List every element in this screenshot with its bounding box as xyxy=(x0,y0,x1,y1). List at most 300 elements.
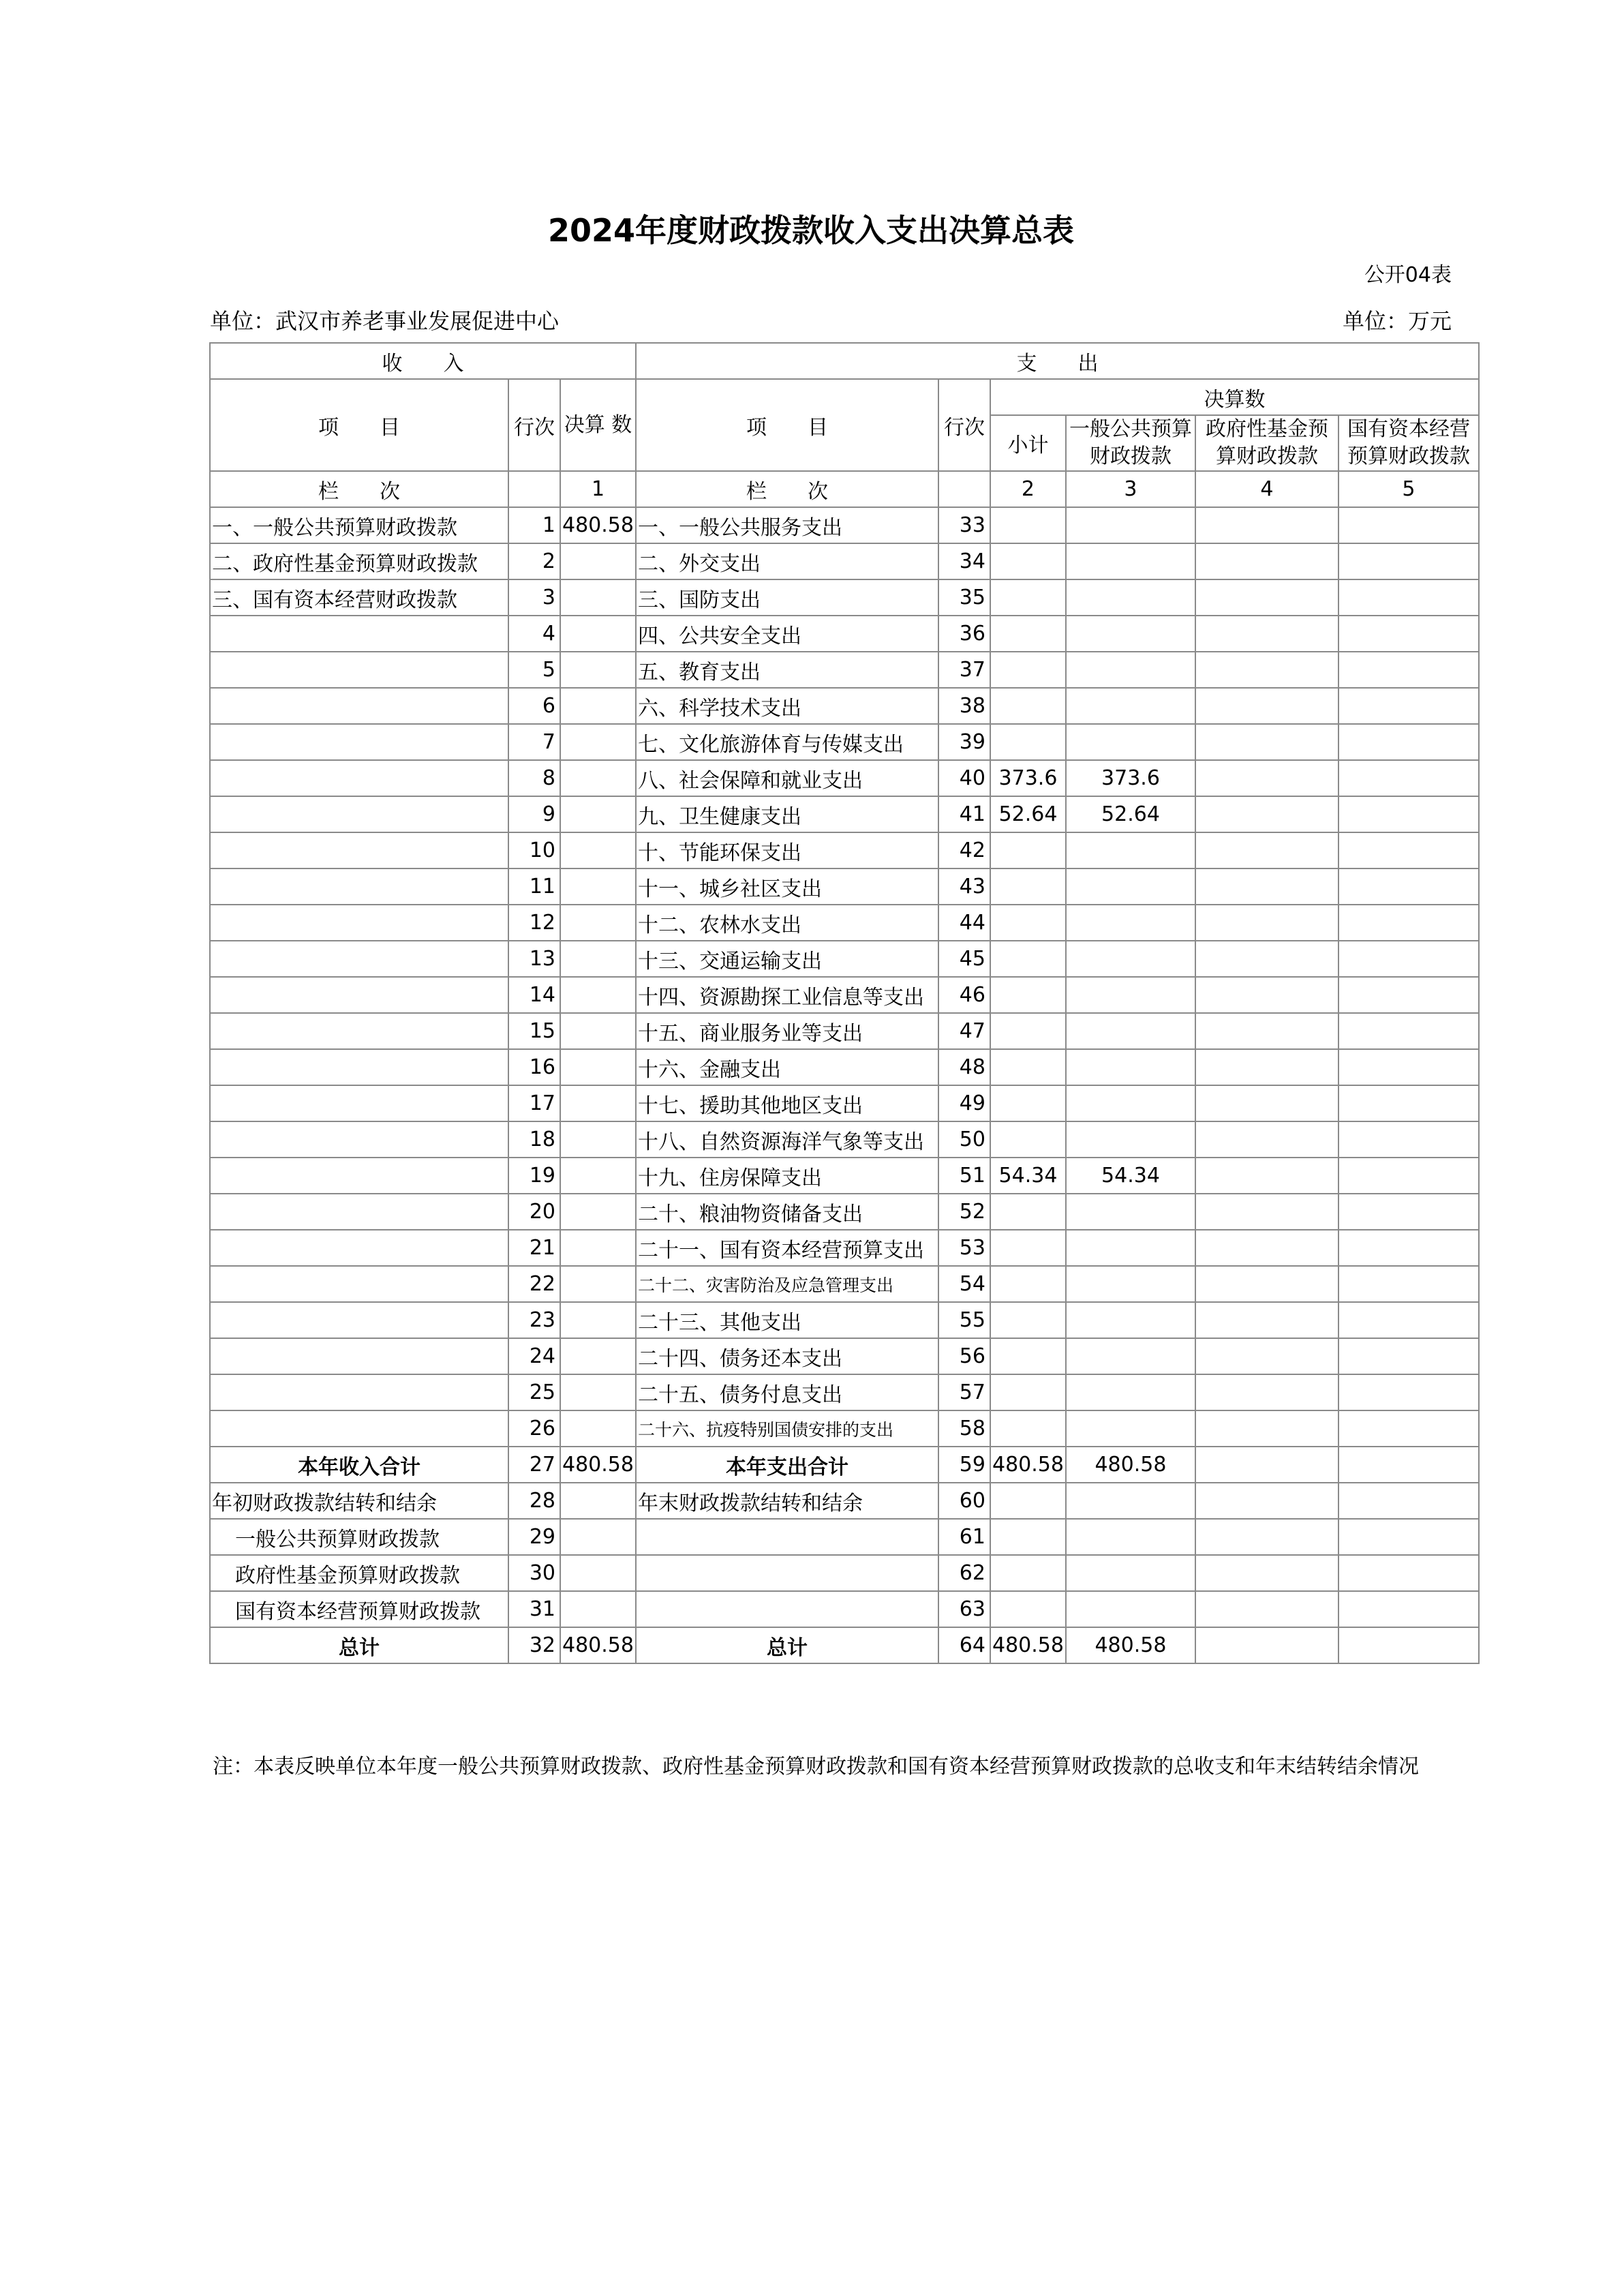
expense-item-cell: 十、节能环保支出 xyxy=(636,832,938,868)
expense-amount-header: 决算数 xyxy=(990,379,1479,415)
expense-line-cell: 48 xyxy=(938,1049,990,1085)
expense-item-cell: 四、公共安全支出 xyxy=(636,616,938,652)
general-budget-cell: 54.34 xyxy=(1066,1158,1195,1194)
income-item-cell xyxy=(210,1266,508,1302)
state-capital-cell xyxy=(1338,1483,1479,1519)
expense-item-cell xyxy=(636,1555,938,1591)
state-capital-cell xyxy=(1338,507,1479,543)
income-amount-cell: 480.58 xyxy=(560,507,636,543)
table-row xyxy=(210,832,1479,868)
expense-item-cell: 十七、援助其他地区支出 xyxy=(636,1085,938,1121)
state-capital-cell xyxy=(1338,688,1479,724)
income-amount-cell xyxy=(560,1483,636,1519)
income-item-cell: 政府性基金预算财政拨款 xyxy=(210,1555,508,1591)
income-line-cell: 7 xyxy=(508,724,560,760)
expense-line-cell: 42 xyxy=(938,832,990,868)
general-budget-cell xyxy=(1066,905,1195,941)
gov-fund-cell xyxy=(1195,868,1338,905)
expense-item-cell: 十九、住房保障支出 xyxy=(636,1158,938,1194)
gov-fund-cell xyxy=(1195,1627,1338,1663)
expense-line-cell: 44 xyxy=(938,905,990,941)
income-amount-cell xyxy=(560,724,636,760)
gov-fund-cell xyxy=(1195,1085,1338,1121)
income-amount-cell xyxy=(560,796,636,832)
income-amount-header: 决算 数 xyxy=(560,379,636,471)
general-budget-cell xyxy=(1066,724,1195,760)
subtotal-cell xyxy=(990,977,1066,1013)
state-capital-cell xyxy=(1338,868,1479,905)
general-budget-cell xyxy=(1066,688,1195,724)
expense-item-cell xyxy=(636,1591,938,1627)
expense-item-cell: 十二、农林水支出 xyxy=(636,905,938,941)
gov-fund-cell xyxy=(1195,1483,1338,1519)
subtotal-cell xyxy=(990,1049,1066,1085)
subtotal-cell xyxy=(990,688,1066,724)
income-line-cell: 15 xyxy=(508,1013,560,1049)
expense-item-cell: 十六、金融支出 xyxy=(636,1049,938,1085)
income-amount-cell xyxy=(560,977,636,1013)
expense-line-cell: 57 xyxy=(938,1374,990,1410)
gov-fund-cell xyxy=(1195,796,1338,832)
income-amount-cell xyxy=(560,1230,636,1266)
table-row xyxy=(210,796,1479,832)
expense-item-cell: 二十、粮油物资储备支出 xyxy=(636,1194,938,1230)
gov-fund-cell xyxy=(1195,1338,1338,1374)
income-line-cell: 32 xyxy=(508,1627,560,1663)
expense-item-cell: 总计 xyxy=(636,1627,938,1663)
footnote: 注：本表反映单位本年度一般公共预算财政拨款、政府性基金预算财政拨款和国有资本经营预算财政拨款的总收支和年末结转结余情况 xyxy=(213,1755,1419,1779)
income-line-cell: 21 xyxy=(508,1230,560,1266)
income-item-cell xyxy=(210,796,508,832)
income-item-cell xyxy=(210,1338,508,1374)
table-row xyxy=(210,1085,1479,1121)
expense-line-cell: 34 xyxy=(938,543,990,579)
income-item-cell xyxy=(210,1121,508,1158)
income-item-cell: 国有资本经营预算财政拨款 xyxy=(210,1591,508,1627)
state-capital-cell xyxy=(1338,977,1479,1013)
expense-item-cell: 十四、资源勘探工业信息等支出 xyxy=(636,977,938,1013)
income-item-cell xyxy=(210,1302,508,1338)
gov-fund-cell xyxy=(1195,1447,1338,1483)
expense-line-cell: 45 xyxy=(938,941,990,977)
income-item-cell xyxy=(210,616,508,652)
state-capital-cell xyxy=(1338,1230,1479,1266)
subtotal-cell xyxy=(990,579,1066,616)
gov-fund-cell xyxy=(1195,1158,1338,1194)
table-row xyxy=(210,1627,1479,1663)
table-row xyxy=(210,1194,1479,1230)
income-line-cell: 3 xyxy=(508,579,560,616)
income-item-cell xyxy=(210,868,508,905)
expense-item-cell: 五、教育支出 xyxy=(636,652,938,688)
income-line-cell: 22 xyxy=(508,1266,560,1302)
state-capital-cell xyxy=(1338,1410,1479,1447)
general-budget-cell xyxy=(1066,1085,1195,1121)
general-budget-cell xyxy=(1066,1121,1195,1158)
state-capital-cell xyxy=(1338,1121,1479,1158)
income-item-cell xyxy=(210,1013,508,1049)
income-item-cell xyxy=(210,941,508,977)
income-item-header: 项 目 xyxy=(210,379,508,471)
income-line-cell: 17 xyxy=(508,1085,560,1121)
income-col-1: 1 xyxy=(560,471,636,507)
table-row xyxy=(210,868,1479,905)
expense-col-2: 2 xyxy=(990,471,1066,507)
income-amount-cell xyxy=(560,1049,636,1085)
gov-fund-cell xyxy=(1195,832,1338,868)
gov-fund-cell xyxy=(1195,941,1338,977)
income-line-cell: 10 xyxy=(508,832,560,868)
expense-line-cell: 58 xyxy=(938,1410,990,1447)
general-budget-cell xyxy=(1066,1374,1195,1410)
subtotal-cell: 52.64 xyxy=(990,796,1066,832)
income-item-cell xyxy=(210,724,508,760)
state-capital-cell xyxy=(1338,941,1479,977)
income-line-cell: 26 xyxy=(508,1410,560,1447)
income-amount-cell xyxy=(560,1410,636,1447)
income-item-cell xyxy=(210,905,508,941)
state-capital-cell xyxy=(1338,1374,1479,1410)
income-amount-cell xyxy=(560,1591,636,1627)
general-budget-cell xyxy=(1066,1302,1195,1338)
income-header: 收 入 xyxy=(210,343,636,379)
expense-line-cell: 59 xyxy=(938,1447,990,1483)
income-amount-cell xyxy=(560,652,636,688)
page-title: 2024年度财政拨款收入支出决算总表 xyxy=(547,212,1075,249)
table-row xyxy=(210,507,1479,543)
table-row xyxy=(210,1447,1479,1483)
expense-line-cell: 40 xyxy=(938,760,990,796)
income-amount-cell xyxy=(560,1519,636,1555)
income-line-cell: 19 xyxy=(508,1158,560,1194)
income-amount-cell xyxy=(560,616,636,652)
income-item-cell xyxy=(210,760,508,796)
income-line-cell: 14 xyxy=(508,977,560,1013)
expense-line-col-no xyxy=(938,471,990,507)
income-amount-cell xyxy=(560,1013,636,1049)
gov-fund-cell xyxy=(1195,1266,1338,1302)
income-item-cell: 总计 xyxy=(210,1627,508,1663)
subtotal-cell xyxy=(990,868,1066,905)
income-line-cell: 30 xyxy=(508,1555,560,1591)
subtotal-cell xyxy=(990,1483,1066,1519)
expense-item-cell xyxy=(636,1519,938,1555)
subtotal-cell xyxy=(990,905,1066,941)
income-item-cell: 一、一般公共预算财政拨款 xyxy=(210,507,508,543)
subtotal-cell: 480.58 xyxy=(990,1627,1066,1663)
income-item-cell xyxy=(210,832,508,868)
income-amount-cell xyxy=(560,1085,636,1121)
income-line-cell: 23 xyxy=(508,1302,560,1338)
expense-item-cell: 二十六、抗疫特别国债安排的支出 xyxy=(636,1410,938,1447)
subtotal-cell xyxy=(990,1085,1066,1121)
general-budget-cell xyxy=(1066,1049,1195,1085)
expense-line-cell: 38 xyxy=(938,688,990,724)
table-row xyxy=(210,1302,1479,1338)
table-row xyxy=(210,1555,1479,1591)
table-row xyxy=(210,1158,1479,1194)
gov-fund-cell xyxy=(1195,1519,1338,1555)
gov-fund-cell xyxy=(1195,507,1338,543)
gov-fund-cell xyxy=(1195,977,1338,1013)
subtotal-cell xyxy=(990,1555,1066,1591)
expense-line-cell: 61 xyxy=(938,1519,990,1555)
expense-line-cell: 46 xyxy=(938,977,990,1013)
expense-line-cell: 56 xyxy=(938,1338,990,1374)
income-line-cell: 9 xyxy=(508,796,560,832)
income-line-col-no xyxy=(508,471,560,507)
gov-fund-cell xyxy=(1195,616,1338,652)
subtotal-cell xyxy=(990,1410,1066,1447)
income-item-cell: 二、政府性基金预算财政拨款 xyxy=(210,543,508,579)
income-line-cell: 25 xyxy=(508,1374,560,1410)
table-row xyxy=(210,652,1479,688)
expense-line-cell: 51 xyxy=(938,1158,990,1194)
expense-item-cell: 九、卫生健康支出 xyxy=(636,796,938,832)
expense-line-cell: 33 xyxy=(938,507,990,543)
income-item-cell xyxy=(210,1410,508,1447)
gov-fund-cell xyxy=(1195,1374,1338,1410)
state-capital-cell xyxy=(1338,579,1479,616)
gov-fund-cell xyxy=(1195,543,1338,579)
expense-line-cell: 52 xyxy=(938,1194,990,1230)
expense-line-cell: 62 xyxy=(938,1555,990,1591)
gov-fund-cell xyxy=(1195,652,1338,688)
state-capital-cell xyxy=(1338,616,1479,652)
expense-item-cell: 本年支出合计 xyxy=(636,1447,938,1483)
table-row xyxy=(210,905,1479,941)
gov-fund-cell xyxy=(1195,688,1338,724)
general-budget-cell xyxy=(1066,616,1195,652)
table-row xyxy=(210,1483,1479,1519)
expense-col-3: 3 xyxy=(1066,471,1195,507)
income-item-cell xyxy=(210,1374,508,1410)
subtotal-cell xyxy=(990,1194,1066,1230)
table-row xyxy=(210,1049,1479,1085)
income-item-cell xyxy=(210,1194,508,1230)
income-line-cell: 31 xyxy=(508,1591,560,1627)
expense-line-header: 行次 xyxy=(938,379,990,471)
subtotal-cell xyxy=(990,1519,1066,1555)
general-budget-cell xyxy=(1066,543,1195,579)
general-budget-cell xyxy=(1066,1266,1195,1302)
income-item-cell xyxy=(210,1049,508,1085)
subtotal-cell: 480.58 xyxy=(990,1447,1066,1483)
expense-line-cell: 36 xyxy=(938,616,990,652)
state-capital-cell xyxy=(1338,1627,1479,1663)
income-line-cell: 4 xyxy=(508,616,560,652)
subtotal-cell xyxy=(990,1338,1066,1374)
income-item-cell: 一般公共预算财政拨款 xyxy=(210,1519,508,1555)
expense-line-cell: 50 xyxy=(938,1121,990,1158)
table-row xyxy=(210,579,1479,616)
subtotal-cell xyxy=(990,652,1066,688)
income-item-cell: 年初财政拨款结转和结余 xyxy=(210,1483,508,1519)
income-amount-cell xyxy=(560,1338,636,1374)
gov-fund-cell xyxy=(1195,1049,1338,1085)
state-capital-cell xyxy=(1338,1555,1479,1591)
income-line-cell: 27 xyxy=(508,1447,560,1483)
expense-line-cell: 60 xyxy=(938,1483,990,1519)
gov-fund-cell xyxy=(1195,905,1338,941)
expense-item-cell: 二、外交支出 xyxy=(636,543,938,579)
subtotal-cell: 54.34 xyxy=(990,1158,1066,1194)
state-capital-header: 国有资本经营预算财政拨款 xyxy=(1338,415,1479,471)
expense-item-cell: 三、国防支出 xyxy=(636,579,938,616)
income-amount-cell: 480.58 xyxy=(560,1627,636,1663)
income-amount-cell: 480.58 xyxy=(560,1447,636,1483)
general-budget-cell xyxy=(1066,832,1195,868)
expense-item-cell: 二十二、灾害防治及应急管理支出 xyxy=(636,1266,938,1302)
table-row xyxy=(210,543,1479,579)
gov-fund-cell xyxy=(1195,1302,1338,1338)
subtotal-cell xyxy=(990,832,1066,868)
general-budget-cell: 480.58 xyxy=(1066,1627,1195,1663)
gov-fund-cell xyxy=(1195,760,1338,796)
income-amount-cell xyxy=(560,941,636,977)
income-line-cell: 13 xyxy=(508,941,560,977)
expense-col-5: 5 xyxy=(1338,471,1479,507)
table-row xyxy=(210,1410,1479,1447)
expense-line-cell: 43 xyxy=(938,868,990,905)
budget-table xyxy=(209,342,1480,1664)
general-budget-cell: 52.64 xyxy=(1066,796,1195,832)
state-capital-cell xyxy=(1338,1266,1479,1302)
subtotal-cell xyxy=(990,1121,1066,1158)
expense-line-cell: 39 xyxy=(938,724,990,760)
expense-line-cell: 41 xyxy=(938,796,990,832)
subtotal-cell xyxy=(990,724,1066,760)
subtotal-cell xyxy=(990,616,1066,652)
state-capital-cell xyxy=(1338,1158,1479,1194)
expense-line-cell: 49 xyxy=(938,1085,990,1121)
state-capital-cell xyxy=(1338,1194,1479,1230)
state-capital-cell xyxy=(1338,1447,1479,1483)
income-line-cell: 2 xyxy=(508,543,560,579)
gov-fund-cell xyxy=(1195,1591,1338,1627)
gov-fund-cell xyxy=(1195,1013,1338,1049)
income-line-header: 行次 xyxy=(508,379,560,471)
income-line-cell: 6 xyxy=(508,688,560,724)
subtotal-cell: 373.6 xyxy=(990,760,1066,796)
expense-item-cell: 二十一、国有资本经营预算支出 xyxy=(636,1230,938,1266)
subtotal-cell xyxy=(990,1591,1066,1627)
income-item-cell xyxy=(210,1085,508,1121)
subtotal-cell xyxy=(990,1266,1066,1302)
subtotal-cell xyxy=(990,1013,1066,1049)
subtotal-cell xyxy=(990,1302,1066,1338)
general-budget-header: 一般公共预算财政拨款 xyxy=(1066,415,1195,471)
income-line-cell: 20 xyxy=(508,1194,560,1230)
general-budget-cell xyxy=(1066,941,1195,977)
income-item-cell: 三、国有资本经营财政拨款 xyxy=(210,579,508,616)
table-row xyxy=(210,760,1479,796)
expense-item-header: 项 目 xyxy=(636,379,938,471)
subtotal-cell xyxy=(990,941,1066,977)
income-amount-cell xyxy=(560,1158,636,1194)
state-capital-cell xyxy=(1338,832,1479,868)
general-budget-cell: 373.6 xyxy=(1066,760,1195,796)
expense-item-cell: 八、社会保障和就业支出 xyxy=(636,760,938,796)
gov-fund-cell xyxy=(1195,1555,1338,1591)
unit-currency: 单位：万元 xyxy=(1342,308,1452,334)
income-line-cell: 1 xyxy=(508,507,560,543)
general-budget-cell xyxy=(1066,507,1195,543)
income-line-cell: 28 xyxy=(508,1483,560,1519)
subtotal-cell xyxy=(990,1374,1066,1410)
state-capital-cell xyxy=(1338,905,1479,941)
table-row xyxy=(210,1013,1479,1049)
gov-fund-cell xyxy=(1195,724,1338,760)
expense-item-cell: 十五、商业服务业等支出 xyxy=(636,1013,938,1049)
expense-item-cell: 年末财政拨款结转和结余 xyxy=(636,1483,938,1519)
state-capital-cell xyxy=(1338,1085,1479,1121)
state-capital-cell xyxy=(1338,760,1479,796)
income-item-cell xyxy=(210,652,508,688)
table-row xyxy=(210,977,1479,1013)
income-line-cell: 16 xyxy=(508,1049,560,1085)
state-capital-cell xyxy=(1338,1302,1479,1338)
general-budget-cell xyxy=(1066,579,1195,616)
expense-item-cell: 十一、城乡社区支出 xyxy=(636,868,938,905)
gov-fund-cell xyxy=(1195,1121,1338,1158)
expense-column-no-label: 栏 次 xyxy=(636,471,938,507)
income-line-cell: 18 xyxy=(508,1121,560,1158)
expense-item-cell: 十三、交通运输支出 xyxy=(636,941,938,977)
table-row xyxy=(210,1374,1479,1410)
expense-header: 支 出 xyxy=(636,343,1479,379)
form-code: 公开04表 xyxy=(1364,263,1452,287)
income-item-cell xyxy=(210,1158,508,1194)
income-amount-cell xyxy=(560,1194,636,1230)
subtotal-cell xyxy=(990,543,1066,579)
table-row xyxy=(210,941,1479,977)
general-budget-cell xyxy=(1066,1338,1195,1374)
general-budget-cell xyxy=(1066,1519,1195,1555)
income-line-cell: 11 xyxy=(508,868,560,905)
expense-line-cell: 47 xyxy=(938,1013,990,1049)
income-item-cell: 本年收入合计 xyxy=(210,1447,508,1483)
income-amount-cell xyxy=(560,1374,636,1410)
expense-line-cell: 64 xyxy=(938,1627,990,1663)
expense-item-cell: 一、一般公共服务支出 xyxy=(636,507,938,543)
expense-line-cell: 63 xyxy=(938,1591,990,1627)
income-line-cell: 8 xyxy=(508,760,560,796)
expense-line-cell: 53 xyxy=(938,1230,990,1266)
expense-line-cell: 35 xyxy=(938,579,990,616)
income-amount-cell xyxy=(560,905,636,941)
income-line-cell: 24 xyxy=(508,1338,560,1374)
expense-item-cell: 七、文化旅游体育与传媒支出 xyxy=(636,724,938,760)
income-amount-cell xyxy=(560,760,636,796)
gov-fund-cell xyxy=(1195,1230,1338,1266)
unit-organization: 单位：武汉市养老事业发展促进中心 xyxy=(210,308,560,334)
expense-item-cell: 六、科学技术支出 xyxy=(636,688,938,724)
gov-fund-cell xyxy=(1195,1410,1338,1447)
income-amount-cell xyxy=(560,688,636,724)
general-budget-cell xyxy=(1066,1410,1195,1447)
general-budget-cell: 480.58 xyxy=(1066,1447,1195,1483)
table-row xyxy=(210,724,1479,760)
general-budget-cell xyxy=(1066,977,1195,1013)
general-budget-cell xyxy=(1066,652,1195,688)
table-row xyxy=(210,616,1479,652)
income-column-no-label: 栏 次 xyxy=(210,471,508,507)
state-capital-cell xyxy=(1338,1338,1479,1374)
expense-item-cell: 二十四、债务还本支出 xyxy=(636,1338,938,1374)
table-row xyxy=(210,688,1479,724)
income-line-cell: 29 xyxy=(508,1519,560,1555)
